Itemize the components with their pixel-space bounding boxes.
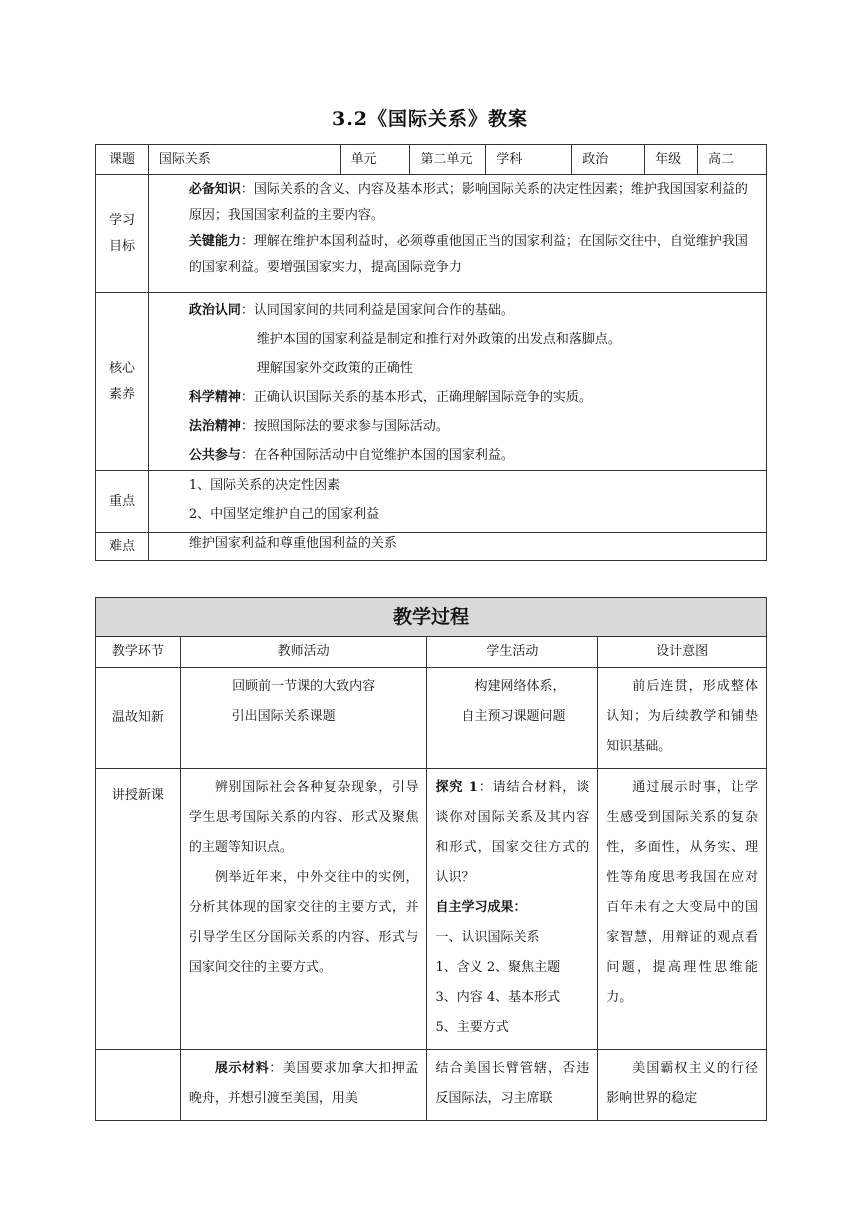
header-stage: 教学环节: [96, 637, 181, 668]
goals-knowledge: 必备知识：国际关系的含义、内容及基本形式；影响国际关系的决定性因素；维护我国国家利益的原因；我国国家利益的主要内容。: [188, 182, 748, 223]
student-review: [427, 668, 598, 769]
student-new-outcome: 自主学习成果：: [435, 900, 527, 915]
student-new-line1: 一、认识国际关系: [435, 930, 540, 945]
process-row-material: [96, 1050, 767, 1121]
course-value: 国际关系: [148, 145, 340, 175]
student-material: 结合美国长臂管辖，否违反国际法，习主席联: [427, 1050, 598, 1121]
student-new-line2: 1、含义 2、聚焦主题: [435, 960, 561, 975]
goals-label: 学习 目标: [96, 175, 149, 293]
core-science: 科学精神：正确认识国际关系的基本形式，正确理解国际竞争的实质。: [188, 390, 592, 405]
header-student: 学生活动: [427, 637, 598, 668]
process-table: [95, 597, 767, 1121]
process-title: 教学过程: [96, 598, 767, 637]
difficulty-content: [148, 533, 766, 561]
subject-label: 学科: [486, 145, 572, 175]
student-new-line4: 5、主要方式: [435, 1020, 509, 1035]
core-political-line2: 维护本国的国家利益是制定和推行对外政策的出发点和落脚点。: [256, 332, 621, 347]
student-new: [427, 769, 598, 1050]
core-political-line3: 理解国家外交政策的正确性: [256, 361, 413, 376]
keypoints-content: [148, 471, 766, 533]
intent-review: 前后连贯，形成整体认知；为后续教学和铺垫知识基础。: [598, 668, 767, 769]
process-row-review: [96, 668, 767, 769]
core-content: [148, 293, 766, 471]
teacher-review: [180, 668, 427, 769]
document-title: 3.2《国际关系》教案: [331, 108, 529, 130]
keypoints-label: 重点: [96, 471, 149, 533]
teacher-review-line2: 引出国际关系课题: [231, 709, 336, 724]
process-row-new: [96, 769, 767, 1050]
goals-content: [148, 175, 766, 293]
core-political: 政治认同：认同国家间的共同利益是国家间合作的基础。: [188, 303, 514, 318]
core-label: 核心 素养: [96, 293, 149, 471]
lesson-info-table: [95, 144, 767, 561]
stage-new: 讲授新课: [96, 769, 181, 1050]
teacher-new-p2: 例举近年来，中外交往中的实例，分析其体现的国家交往的主要方式，并引导学生区分国际关系的内容、形式与国家间交往的主要方式。: [188, 870, 419, 975]
unit-label: 单元: [340, 145, 410, 175]
header-teacher: 教师活动: [180, 637, 427, 668]
teacher-new: [180, 769, 427, 1050]
unit-value: 第二单元: [410, 145, 486, 175]
intent-new: 通过展示时事，让学生感受到国际关系的复杂性，多面性，从务实、理性等角度思考我国在应对百年未有之大变局中的国家智慧，用辩证的观点看问题，提高理性思维能力。: [598, 769, 767, 1050]
teacher-review-line1: 回顾前一节课的大致内容: [232, 679, 376, 694]
header-intent: 设计意图: [598, 637, 767, 668]
course-label: 课题: [96, 145, 149, 175]
student-new-explore: 探究 1：请结合材料，谈谈你对国际关系及其内容和形式，国家交往方式的认识？: [435, 780, 590, 885]
subject-value: 政治: [572, 145, 645, 175]
keypoint-2: 2、中国坚定维护自己的国家利益: [188, 507, 380, 522]
core-public: 公共参与：在各种国际活动中自觉维护本国的国家利益。: [188, 448, 514, 463]
grade-value: 高二: [698, 145, 767, 175]
difficulty-label: 难点: [96, 533, 149, 561]
student-new-line3: 3、内容 4、基本形式: [435, 990, 561, 1005]
intent-material: 美国霸权主义的行径影响世界的稳定: [598, 1050, 767, 1121]
difficulty-text: 维护国家利益和尊重他国利益的关系: [188, 536, 397, 551]
teacher-new-p1: 辨别国际社会各种复杂现象，引导学生思考国际关系的内容、形式及聚焦的主题等知识点。: [188, 780, 419, 855]
core-law: 法治精神：按照国际法的要求参与国际活动。: [188, 419, 449, 434]
student-review-line1: 构建网络体系，: [474, 679, 566, 694]
teacher-material: 展示材料：美国要求加拿大扣押孟晚舟，并想引渡至美国，用美: [180, 1050, 427, 1121]
student-review-line2: 自主预习课题问题: [461, 709, 566, 724]
stage-review: 温故知新: [96, 668, 181, 769]
grade-label: 年级: [645, 145, 698, 175]
stage-material: [96, 1050, 181, 1121]
keypoint-1: 1、国际关系的决定性因素: [188, 478, 341, 493]
goals-ability: 关键能力：理解在维护本国利益时，必须尊重他国正当的国家利益；在国际交往中，自觉维护我国的国家利益。要增强国家实力，提高国际竞争力: [188, 234, 748, 275]
